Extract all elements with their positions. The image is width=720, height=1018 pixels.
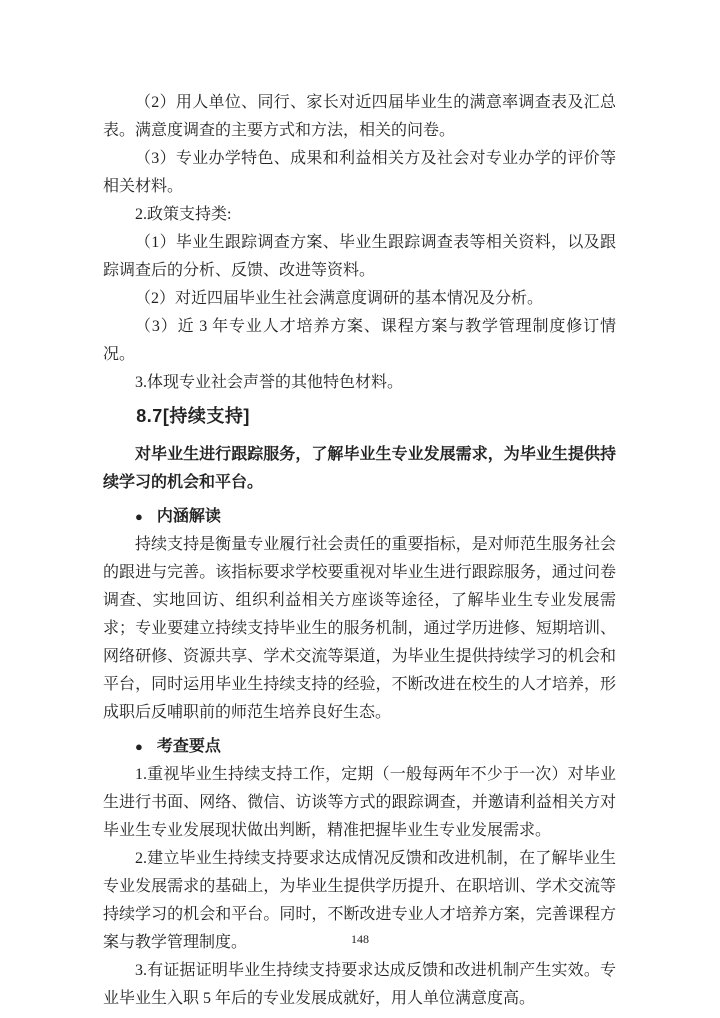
document-body <box>103 89 616 1013</box>
paragraph-key-point-3: 3.有证据证明毕业生持续支持要求达成反馈和改进机制产生实效。专业毕业生入职 5 年后的专业发展成就好，用人单位满意度高。 <box>103 962 616 1007</box>
page-number: 148 <box>351 932 369 946</box>
paragraph-policy-item-3: （3）近 3 年专业人才培养方案、课程方案与教学管理制度修订情况。 <box>103 318 616 363</box>
bullet-icon: ● <box>135 739 143 754</box>
paragraph-section-summary: 对毕业生进行跟踪服务，了解毕业生专业发展需求，为毕业生提供持续学习的机会和平台。 <box>103 446 616 491</box>
paragraph-policy-item-2: （2）对近四届毕业生社会满意度调研的基本情况及分析。 <box>135 290 544 307</box>
bullet-icon: ● <box>135 509 143 524</box>
section-heading-8-7: 8.7[持续支持] <box>136 406 250 426</box>
paragraph-evidence-2: （2）用人单位、同行、家长对近四届毕业生的满意率调查表及汇总表。满意度调查的主要方式和方法，相关的问卷。 <box>103 94 616 139</box>
paragraph-connotation-body: 持续支持是衡量专业履行社会责任的重要指标，是对师范生服务社会的跟进与完善。该指标要求学校要重视对毕业生进行跟踪服务，通过问卷调查、实地回访、组织利益相关方座谈等途径，了解毕业生专业发展需求；专业要建立持续支持毕业生的服务机制，通过学历进修、短期培训、网络研修、资源共享、学术交流等渠道，为毕业生提供持续学习的机会和平台，同时运用毕业生持续支持的经验，不断改进在校生的人才培养，形成职后反哺职前的师范生培养良好生态。 <box>103 536 616 721</box>
subheading-connotation <box>135 503 616 531</box>
subheading-label: 内涵解读 <box>156 508 221 525</box>
paragraph-policy-support-label: 2.政策支持类: <box>135 206 232 223</box>
paragraph-policy-item-1: （1）毕业生跟踪调查方案、毕业生跟踪调查表等相关资料，以及跟踪调查后的分析、反馈、改进等资料。 <box>103 234 616 279</box>
subheading-label: 考查要点 <box>156 738 221 755</box>
paragraph-key-point-1: 1.重视毕业生持续支持工作，定期（一般每两年不少于一次）对毕业生进行书面、网络、微信、访谈等方式的跟踪调查，并邀请利益相关方对毕业生专业发展现状做出判断，精准把握毕业生专业发展需求。 <box>103 766 616 839</box>
paragraph-evidence-3: （3）专业办学特色、成果和利益相关方及社会对专业办学的评价等相关材料。 <box>103 150 616 195</box>
paragraph-other-materials: 3.体现专业社会声誉的其他特色材料。 <box>135 374 404 391</box>
paragraph-key-point-2: 2.建立毕业生持续支持要求达成情况反馈和改进机制，在了解毕业生专业发展需求的基础上，为毕业生提供学历提升、在职培训、学术交流等持续学习的机会和平台。同时，不断改进专业人才培养方案，完善课程方案与教学管理制度。 <box>103 850 616 951</box>
subheading-key-points <box>135 733 616 761</box>
